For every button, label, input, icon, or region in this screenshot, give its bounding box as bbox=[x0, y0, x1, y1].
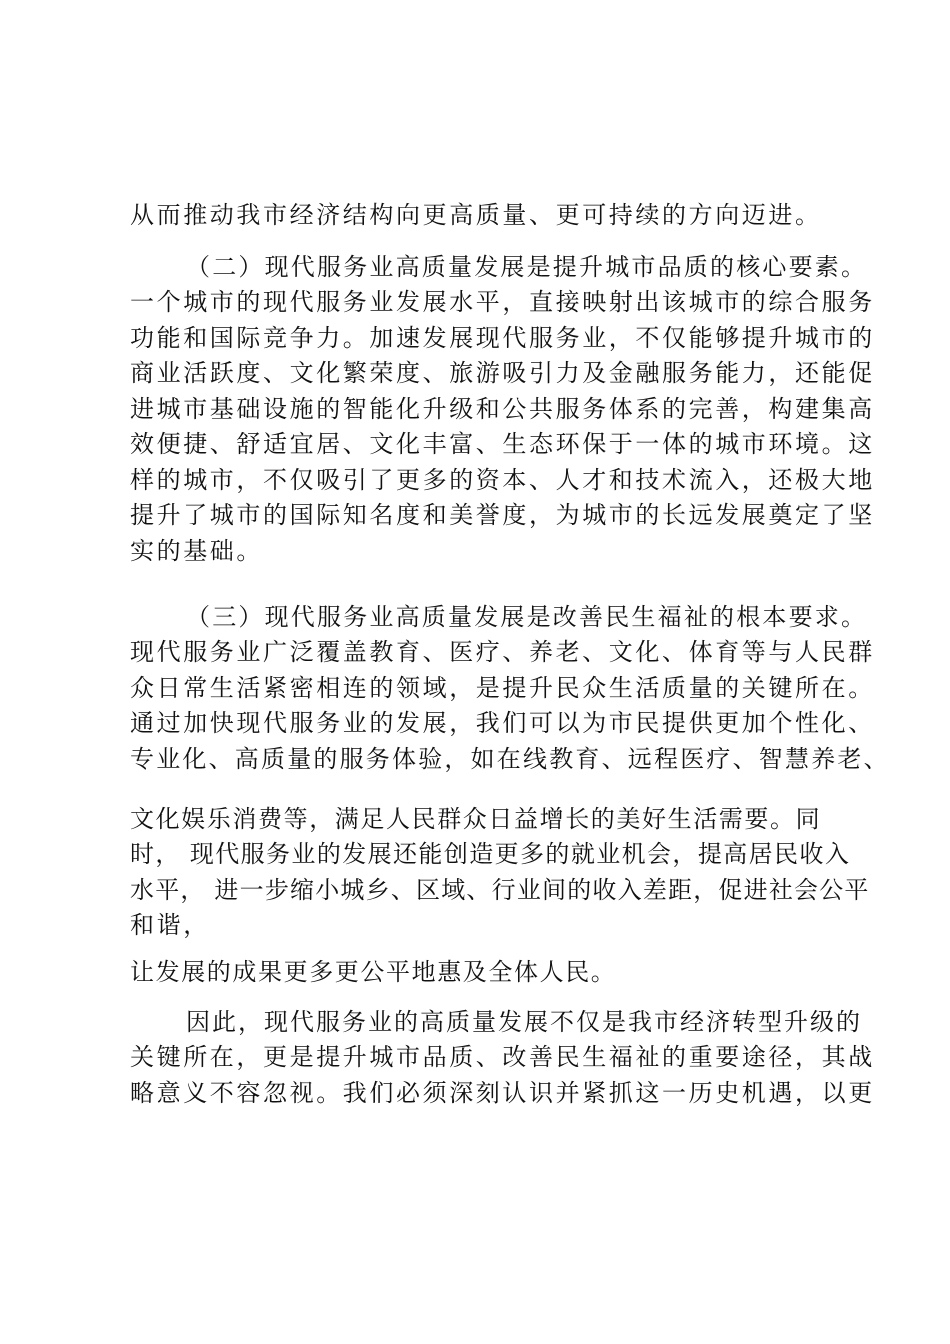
text-line: 通过加快现代服务业的发展，我们可以为市民提供更加个性化、 bbox=[130, 709, 875, 737]
section-heading-2: （二）现代服务业高质量发展是提升城市品质的核心要素。 bbox=[186, 253, 868, 281]
text-line: 让发展的成果更多更公平地惠及全体人民。 bbox=[130, 958, 617, 986]
text-line: 一个城市的现代服务业发展水平，直接映射出该城市的综合服务 bbox=[130, 288, 875, 316]
text-line: 现代服务业广泛覆盖教育、医疗、养老、文化、体育等与人民群 bbox=[130, 638, 875, 666]
text-line: 专业化、高质量的服务体验，如在线教育、远程医疗、智慧养老、 bbox=[130, 745, 890, 773]
text-line: 水平， 进一步缩小城乡、区域、行业间的收入差距，促进社会公平 bbox=[130, 876, 870, 904]
text-line: 文化娱乐消费等，满足人民群众日益增长的美好生活需要。同 bbox=[130, 805, 822, 833]
text-line: 实的基础。 bbox=[130, 537, 263, 565]
text-line: 从而推动我市经济结构向更高质量、更可持续的方向迈进。 bbox=[130, 201, 822, 229]
text-line: 关键所在，更是提升城市品质、改善民生福祉的重要途径，其战 bbox=[130, 1043, 875, 1071]
text-line: 提升了城市的国际知名度和美誉度，为城市的长远发展奠定了坚 bbox=[130, 501, 875, 529]
text-line: 因此，现代服务业的高质量发展不仅是我市经济转型升级的 bbox=[186, 1008, 862, 1036]
text-line: 样的城市，不仅吸引了更多的资本、人才和技术流入，还极大地 bbox=[130, 466, 875, 494]
text-line: 功能和国际竞争力。加速发展现代服务业，不仅能够提升城市的 bbox=[130, 324, 875, 352]
text-line: 效便捷、舒适宜居、文化丰富、生态环保于一体的城市环境。这 bbox=[130, 430, 875, 458]
text-line: 和谐， bbox=[130, 911, 210, 939]
text-line: 时， 现代服务业的发展还能创造更多的就业机会，提高居民收入 bbox=[130, 840, 851, 868]
text-line: 略意义不容忽视。我们必须深刻认识并紧抓这一历史机遇，以更 bbox=[130, 1079, 875, 1107]
text-line: 商业活跃度、文化繁荣度、旅游吸引力及金融服务能力，还能促 bbox=[130, 359, 875, 387]
text-line: 众日常生活紧密相连的领域，是提升民众生活质量的关键所在。 bbox=[130, 674, 875, 702]
text-line: 进城市基础设施的智能化升级和公共服务体系的完善，构建集高 bbox=[130, 395, 875, 423]
section-heading-3: （三）现代服务业高质量发展是改善民生福祉的根本要求。 bbox=[186, 603, 868, 631]
